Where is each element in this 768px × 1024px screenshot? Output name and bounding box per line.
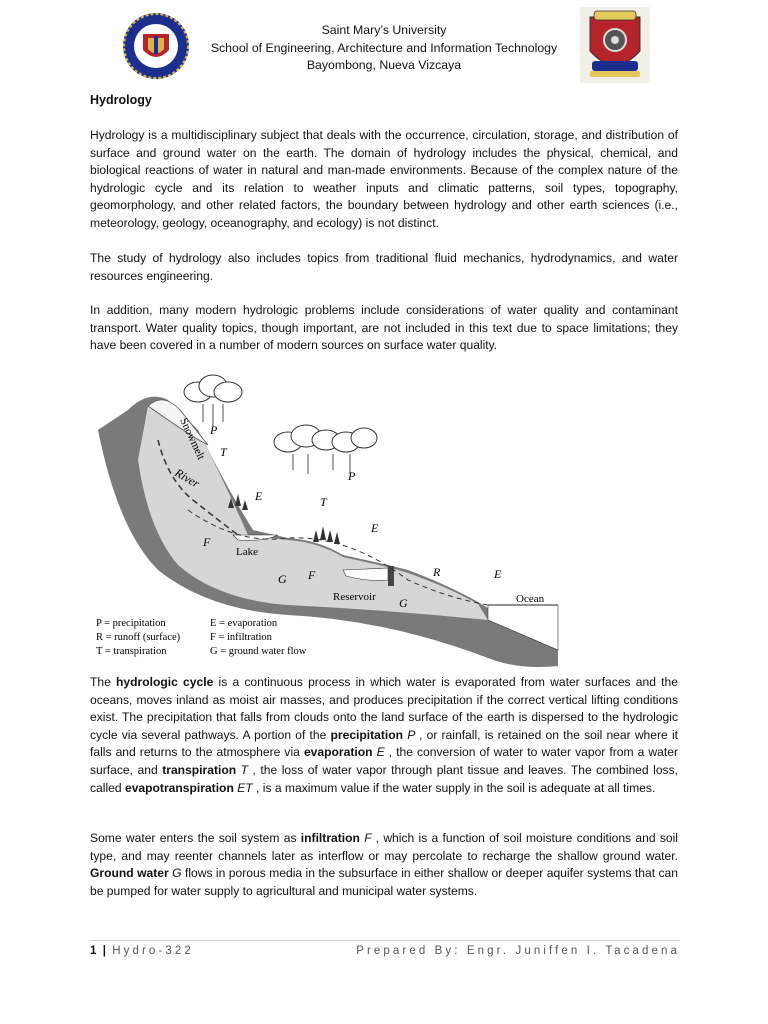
university-name: Saint Mary’s University	[321, 23, 447, 37]
label-river: River	[172, 465, 203, 491]
section-title: Hydrology	[90, 93, 152, 107]
document-header	[190, 22, 578, 75]
label-r: R	[433, 565, 441, 579]
legend-r: R = runoff (surface)	[96, 632, 181, 643]
paragraph-infiltration: Some water enters the soil system as infiltration F , which is a function of soil moisture conditions and soil type, and may reenter channels later as interflow or may percolate to recharge the shallow ground water. Ground water G flows in porous media in the subsurface in either shallow or deeper aquifer systems that can be pumped for water supply to agricultural and municipal water systems.	[90, 831, 678, 898]
term-precipitation: precipitation	[330, 727, 404, 742]
label-lake: Lake	[236, 546, 258, 558]
prepared-by: Prepared By: Engr. Juniffen I. Tacadena	[356, 945, 680, 957]
term-transpiration: transpiration	[162, 762, 237, 777]
label-e-lake: E	[255, 489, 263, 503]
legend-g: G = ground water flow	[210, 646, 307, 657]
legend-f: F = infiltration	[210, 632, 272, 643]
label-reservoir: Reservoir	[333, 591, 376, 603]
cloud-middle	[274, 425, 377, 452]
label-g-right: G	[399, 596, 408, 610]
paragraph-intro: Hydrology is a multidisciplinary subject that deals with the occurrence, circulation, storage, and distribution of surface and ground water on the earth. The domain of hydrology includes the physical, chemical, and biological reactions of water in natural and man-made environments. Because of the complex nature of the hydrologic cycle and its relation to weather inputs and climatic patterns, soil types, topography, geomorphology, and other related factors, the boundary between hydrology and other earth sciences (i.e., meteorology, geology, oceanography, and ecology) is not distinct.	[90, 128, 678, 230]
university-location: Bayombong, Nueva Vizcaya	[306, 58, 462, 72]
term-evaporation: evaporation	[303, 745, 373, 760]
label-p-upper: P	[210, 423, 218, 437]
label-g-left: G	[278, 572, 287, 586]
label-snowmelt: Snowmelt	[177, 416, 208, 462]
term-hydrologic-cycle: hydrologic cycle	[116, 675, 214, 689]
legend-t: T = transpiration	[96, 646, 167, 657]
label-f-middle: F	[308, 568, 316, 582]
label-f-upper: F	[203, 535, 211, 549]
footer-divider	[90, 940, 680, 941]
cloud-upper	[184, 375, 242, 402]
paragraph-study: The study of hydrology also includes topics from traditional fluid mechanics, hydrodynamics, and water resources engineering.	[90, 251, 678, 283]
term-ground-water: Ground water	[90, 866, 169, 881]
term-infiltration: infiltration	[300, 831, 360, 845]
label-e-ocean: E	[494, 567, 502, 581]
paragraph-water-quality: In addition, many modern hydrologic problems include considerations of water quality and contaminant transport. Water quality topics, though important, are not included in this text due to space limitations; they have been covered in a number of modern sources on surface water quality.	[90, 303, 678, 353]
label-ocean: Ocean	[516, 593, 545, 605]
term-evapotranspiration: evapotranspiration	[124, 780, 234, 795]
page-number: 1	[90, 945, 97, 957]
school-name: School of Engineering, Architecture and Information Technology	[210, 40, 558, 55]
university-seal-logo	[121, 8, 191, 84]
hydrologic-cycle-diagram	[88, 370, 568, 670]
footer-separator: |	[102, 945, 106, 957]
school-crest-logo	[580, 7, 650, 83]
label-e-reservoir: E	[371, 521, 379, 535]
label-t-upper: T	[220, 445, 227, 459]
diagram-legend	[96, 618, 307, 657]
legend-p: P = precipitation	[96, 618, 166, 629]
paragraph-hydrologic-cycle: The hydrologic cycle is a continuous process in which water is evaporated from water surfaces and the oceans, moves inland as moist air masses, and produces precipitation if the correct vertical lifting conditions exist. The precipitation that falls from clouds onto the land surface of the earth is dispersed to the hydrologic cycle via several pathways. A portion of the precipitation P , or rainfall, is retained on the soil near where it falls and returns to the atmosphere via evaporation E , the conversion of water to water vapor from a water surface, and transpiration T , the loss of water vapor through plant tissue and leaves. The combined loss, called evapotranspiration ET , is a maximum value if the water supply in the soil is adequate at all times.	[90, 675, 678, 795]
page-footer	[90, 945, 680, 957]
course-code: Hydro-322	[112, 945, 194, 957]
label-p-middle: P	[348, 469, 356, 483]
legend-e: E = evaporation	[210, 618, 278, 629]
label-t-middle: T	[320, 495, 327, 509]
